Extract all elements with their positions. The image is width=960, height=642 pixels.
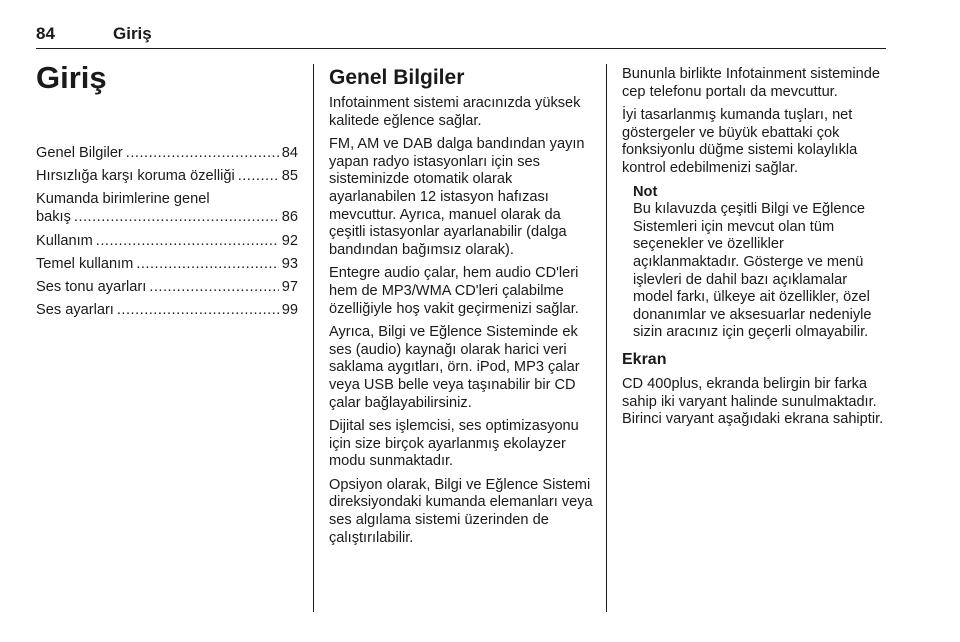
toc-entry-page: 93 [281, 255, 298, 272]
toc-leader [117, 301, 279, 319]
toc-entry-label: Ses tonu ayarları [36, 278, 147, 295]
toc-entry-page: 92 [281, 232, 298, 249]
body-paragraph: Bununla birlikte Infotainment sisteminde cep telefonu portalı da mevcuttur. [622, 66, 880, 100]
note-label: Not [633, 183, 658, 200]
column-divider [606, 64, 607, 612]
chapter-title: Giriş [36, 60, 107, 95]
toc-entry-label: Genel Bilgiler [36, 145, 123, 161]
toc-entry-page: 97 [281, 278, 298, 295]
general-info-column [329, 66, 595, 553]
toc-entry-label: Temel kullanım [36, 255, 134, 272]
toc-entry-page: 86 [281, 209, 298, 226]
toc-leader [96, 232, 279, 250]
column-divider [313, 64, 314, 612]
body-paragraph: Opsiyon olarak, Bilgi ve Eğlence Sistemi direksiyondaki kumanda elemanları veya ses algılama sistemi üzerinden de çalıştırılabilir. [329, 476, 593, 546]
subheading-ekran: Ekran [622, 350, 667, 368]
toc-entry-label: Kullanım [36, 232, 93, 249]
toc-entry-label: Ses ayarları [36, 302, 114, 319]
toc-column [36, 60, 298, 324]
toc-entry[interactable] [36, 190, 298, 226]
page-number: 84 [36, 24, 55, 43]
toc-entry[interactable] [36, 301, 298, 319]
toc-leader [149, 278, 278, 296]
toc-entry[interactable] [36, 255, 298, 273]
body-paragraph: Entegre audio çalar, hem audio CD'leri hem de MP3/WMA CD'leri çalabilme özelliğiyle hoş vakit geçirmenizi sağlar. [329, 265, 579, 317]
right-column [622, 66, 888, 435]
toc-entry-page: 84 [281, 145, 298, 161]
toc-entry[interactable] [36, 144, 298, 162]
toc-entry-page: 85 [281, 168, 298, 185]
section-heading: Genel Bilgiler [329, 66, 465, 89]
toc-entry-page: 99 [281, 302, 298, 319]
running-title: Giriş [113, 24, 152, 43]
toc-entry[interactable] [36, 167, 298, 185]
toc-leader [136, 255, 278, 273]
toc-leader [126, 144, 279, 162]
toc-entry-label-line1: Kumanda birimlerine genel [36, 191, 210, 208]
toc-entry[interactable] [36, 278, 298, 296]
toc-entry-label: bakış [36, 209, 71, 226]
body-paragraph: FM, AM ve DAB dalga bandından yayın yapan radyo istasyonları için ses sisteminizde otomatik olarak ayarlanabilen 12 istasyon hafızası mevcuttur. Ayrıca, manuel olarak da çeşitli istasyonlar ayarlanabilir (dalga bandından bağımsız olarak). [329, 136, 585, 258]
toc-leader [74, 208, 279, 226]
body-paragraph: CD 400plus, ekranda belirgin bir farka sahip iki varyant halinde sunulmaktadır. Birinci varyant aşağıdaki ekrana sahiptir. [622, 375, 884, 428]
body-paragraph: Ayrıca, Bilgi ve Eğlence Sisteminde ek ses (audio) kaynağı olarak harici veri saklama aygıtları, örn. iPod, MP3 çalar veya USB belle veya taşınabilir bir CD çalar bağlayabilirsiniz. [329, 324, 580, 411]
page-header [36, 18, 886, 49]
body-paragraph: Infotainment sistemi aracınızda yüksek kalitede eğlence sağlar. [329, 95, 581, 129]
toc-entry[interactable] [36, 232, 298, 250]
body-paragraph: Dijital ses işlemcisi, ses optimizasyonu için size birçok ayarlanmış ekolayzer modu sunmaktadır. [329, 418, 579, 470]
body-paragraph: İyi tasarlanmış kumanda tuşları, net göstergeler ve büyük ebattaki çok fonksiyonlu düğme sistemi kolaylıkla kontrol edebilmenizi sağlar. [622, 107, 858, 176]
toc-entry-label: Hırsızlığa karşı koruma özelliği [36, 168, 235, 185]
toc-leader [238, 167, 279, 185]
note-text: Bu kılavuzda çeşitli Bilgi ve Eğlence Sistemleri için mevcut olan tüm seçenekler ve özellikler açıklanmaktadır. Gösterge ve menü işlevleri de dahil bazı açıklamalar model farkı, ülkeye ait özellikler, özel donanımlar ve aksesuarlar nedeniyle sizin aracınız için geçerli olmayabilir. [633, 201, 872, 341]
note-box [633, 184, 888, 342]
